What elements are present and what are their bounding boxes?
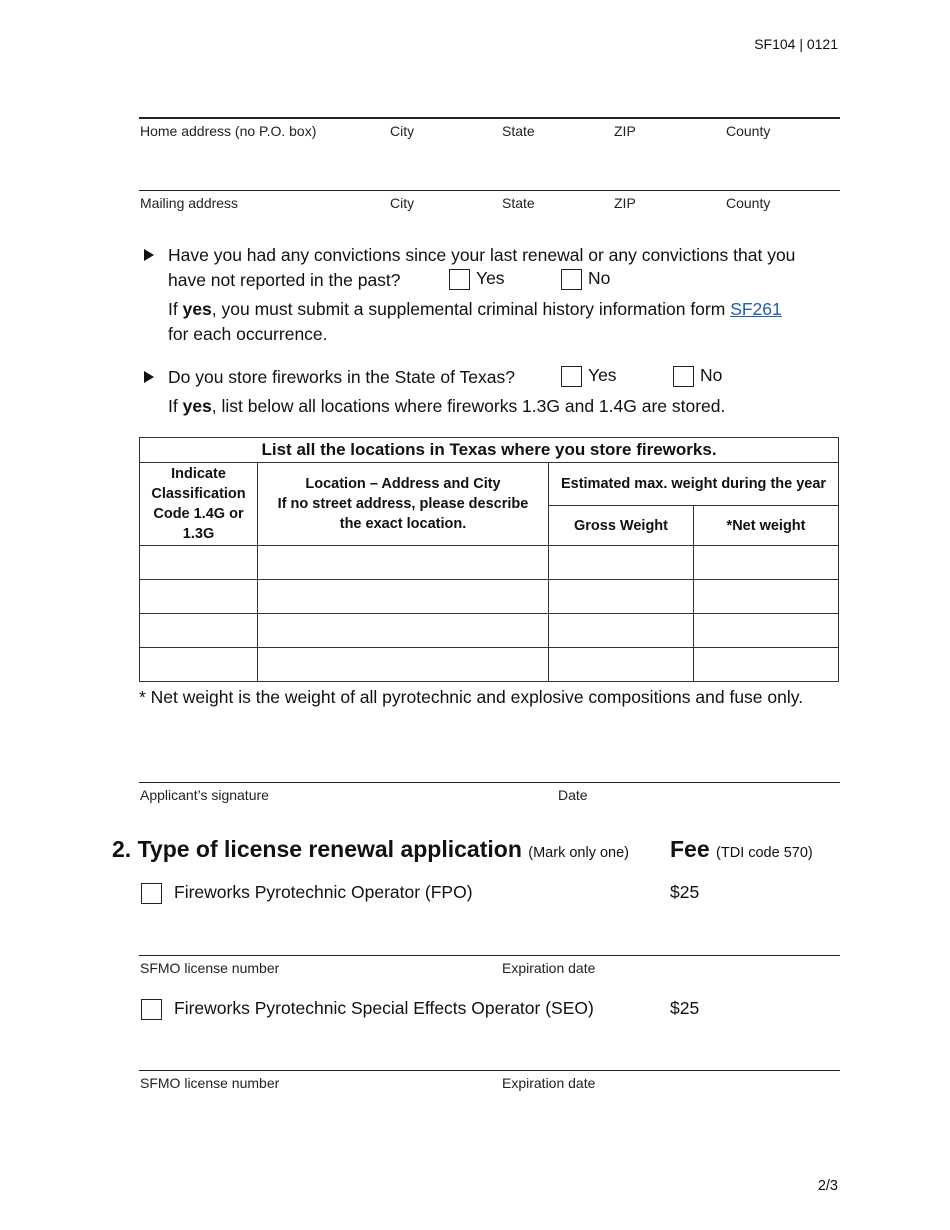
net-weight-cell[interactable]: [694, 546, 839, 580]
mailing-address-label: Mailing address: [140, 195, 239, 211]
convictions-note-line2: for each occurrence.: [168, 324, 328, 344]
col-weight-group-header: Estimated max. weight during the year: [549, 463, 839, 506]
convictions-no-label: No: [588, 268, 611, 288]
convictions-yes-label: Yes: [476, 268, 505, 288]
seo-checkbox[interactable]: [141, 999, 162, 1020]
net-weight-cell[interactable]: [694, 648, 839, 682]
classification-cell[interactable]: [140, 546, 258, 580]
locations-table: [139, 437, 839, 682]
home-zip-label: ZIP: [614, 123, 636, 139]
gross-weight-cell[interactable]: [549, 614, 694, 648]
net-weight-footnote: * Net weight is the weight of all pyrotechnic and explosive compositions and fuse only.: [139, 687, 804, 707]
gross-weight-cell[interactable]: [549, 648, 694, 682]
col-net-header: *Net weight: [694, 506, 839, 546]
fpo-license-label: SFMO license number: [140, 960, 280, 976]
convictions-yes-checkbox[interactable]: [449, 269, 470, 290]
home-county-label: County: [726, 123, 771, 139]
signature-label: Applicant’s signature: [140, 787, 269, 803]
storage-yes-label: Yes: [588, 365, 617, 385]
convictions-question-line1: Have you had any convictions since your last renewal or any convictions that you: [168, 245, 796, 265]
gross-weight-cell[interactable]: [549, 546, 694, 580]
storage-yes-checkbox[interactable]: [561, 366, 582, 387]
net-weight-cell[interactable]: [694, 580, 839, 614]
table-row: [140, 648, 839, 682]
fee-header: Fee (TDI code 570): [670, 836, 813, 862]
sf261-link[interactable]: SF261: [730, 299, 782, 319]
classification-cell[interactable]: [140, 648, 258, 682]
page-number: 2/3: [817, 1178, 838, 1194]
storage-no-label: No: [700, 365, 723, 385]
seo-license-field[interactable]: [139, 1070, 840, 1071]
date-label: Date: [558, 787, 588, 803]
seo-expiration-label: Expiration date: [502, 1075, 596, 1091]
mailing-state-label: State: [502, 195, 535, 211]
mailing-city-label: City: [390, 195, 415, 211]
fpo-fee: $25: [670, 882, 700, 902]
col-gross-header: Gross Weight: [549, 506, 694, 546]
fireworks-storage-question: Do you store fireworks in the State of Texas?: [168, 367, 515, 387]
mailing-zip-label: ZIP: [614, 195, 636, 211]
seo-license-label: SFMO license number: [140, 1075, 280, 1091]
convictions-no-checkbox[interactable]: [561, 269, 582, 290]
convictions-question-line2: have not reported in the past?: [168, 270, 401, 290]
form-code: SF104 | 0121: [754, 36, 838, 52]
home-state-label: State: [502, 123, 535, 139]
location-cell[interactable]: [258, 546, 549, 580]
classification-cell[interactable]: [140, 580, 258, 614]
col-classification-header: Indicate Classification Code 1.4G or 1.3G: [140, 463, 258, 546]
bullet-arrow-icon: [144, 249, 154, 261]
table-row: [140, 580, 839, 614]
storage-no-checkbox[interactable]: [673, 366, 694, 387]
mailing-address-field[interactable]: [139, 190, 840, 191]
gross-weight-cell[interactable]: [549, 580, 694, 614]
fpo-license-field[interactable]: [139, 955, 840, 956]
net-weight-cell[interactable]: [694, 614, 839, 648]
fireworks-storage-note: If yes, list below all locations where fireworks 1.3G and 1.4G are stored.: [168, 396, 726, 416]
classification-cell[interactable]: [140, 614, 258, 648]
section-2-title: 2. Type of license renewal application (Mark only one): [112, 836, 629, 862]
col-location-header: Location – Address and City If no street address, please describe the exact location.: [258, 463, 549, 546]
location-cell[interactable]: [258, 614, 549, 648]
fpo-checkbox[interactable]: [141, 883, 162, 904]
fpo-label: Fireworks Pyrotechnic Operator (FPO): [174, 882, 473, 902]
location-cell[interactable]: [258, 580, 549, 614]
home-city-label: City: [390, 123, 415, 139]
bullet-arrow-icon: [144, 371, 154, 383]
convictions-note: If yes, you must submit a supplemental criminal history information form SF261: [168, 299, 782, 319]
table-row: [140, 614, 839, 648]
fpo-expiration-label: Expiration date: [502, 960, 596, 976]
home-address-field[interactable]: [139, 117, 840, 119]
location-cell[interactable]: [258, 648, 549, 682]
table-title: List all the locations in Texas where you store fireworks.: [140, 438, 839, 463]
seo-fee: $25: [670, 998, 700, 1018]
signature-field[interactable]: [139, 782, 840, 783]
table-row: [140, 546, 839, 580]
home-address-label: Home address (no P.O. box): [140, 123, 317, 139]
mailing-county-label: County: [726, 195, 771, 211]
seo-label: Fireworks Pyrotechnic Special Effects Operator (SEO): [174, 998, 594, 1018]
